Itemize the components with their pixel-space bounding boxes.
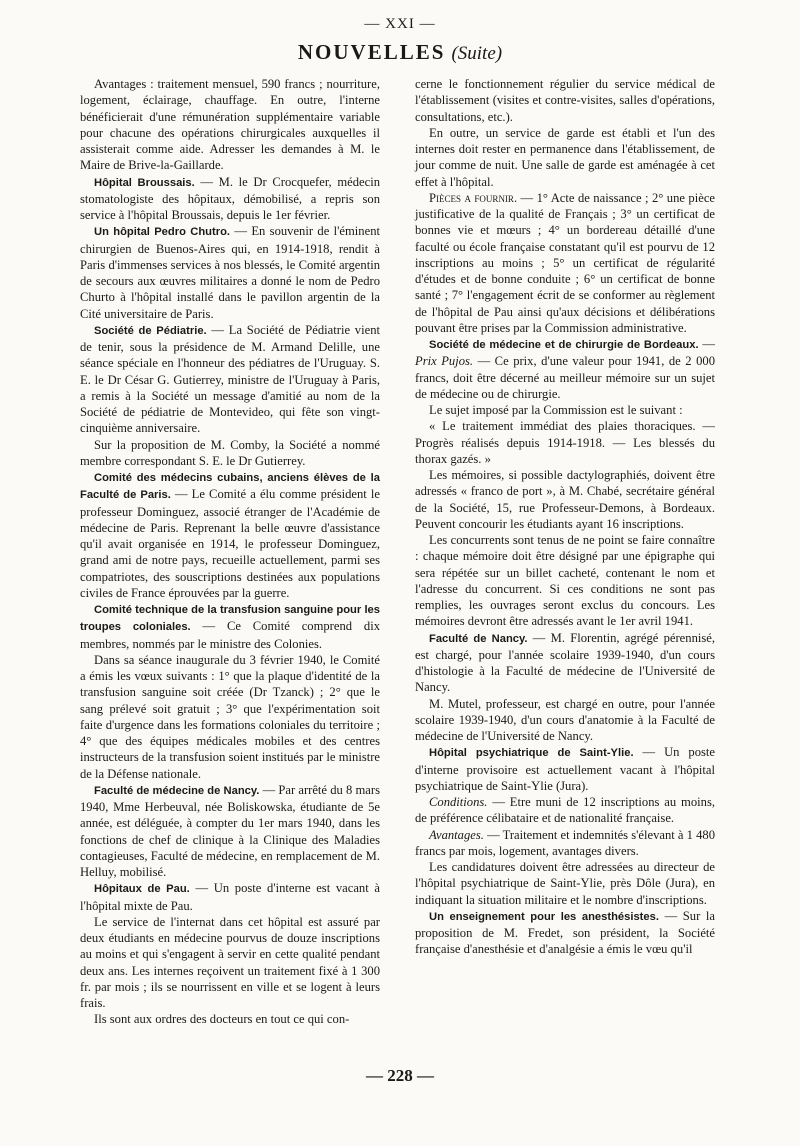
item-text: — Sur la proposition de M. Fredet, son président, la Société française d'anesthésie et d'analgésie a émis le vœu qu'il bbox=[415, 908, 715, 957]
item-heading: Faculté de médecine de Nancy. bbox=[94, 784, 260, 797]
item-heading: Société de Pédiatrie. bbox=[94, 324, 207, 337]
news-item bbox=[80, 322, 380, 437]
running-header-numeral: — XXI — bbox=[364, 16, 436, 32]
section-heading bbox=[0, 40, 800, 65]
item-heading: Hôpital psychiatrique de Saint-Ylie. bbox=[429, 747, 634, 760]
paragraph: Avantages : traitement mensuel, 590 francs ; nourriture, logement, éclairage, chauffage. En outre, l'interne bénéficierait d'une rémunération supplémentaire variable pour chacune des opérations chirurgicales auxquelles il assisterait comme aide. Adresser les demandes à M. le Maire de Brive-la-Gaillarde. bbox=[80, 77, 380, 173]
right-column bbox=[415, 76, 715, 958]
section-title: NOUVELLES bbox=[297, 40, 446, 64]
news-item bbox=[80, 880, 380, 914]
item-heading: Société de médecine et de chirurgie de Bordeaux. bbox=[429, 339, 699, 351]
paragraph: En outre, un service de garde est établi et l'un des internes doit rester en permanence dans l'établissement, de jour comme de nuit. Une salle de garde est aménagée à cet effet à l'hôpital. bbox=[415, 125, 715, 189]
news-item bbox=[80, 782, 380, 881]
paragraph: Les candidatures doivent être adressées au directeur de l'hôpital psychiatrique de Saint-Ylie, près Dôle (Jura), en indiquant la situation militaire et le nombre d'inscriptions. bbox=[415, 860, 715, 907]
news-item bbox=[415, 908, 715, 958]
item-heading: Comité technique de la transfusion sanguine pour les troupes coloniales. bbox=[80, 604, 380, 634]
news-item bbox=[415, 336, 715, 402]
item-text: — La Société de Pédiatrie vient de tenir, sous la présidence de M. Armand Delille, une séance spéciale en l'honneur des pédiatres de l'Uruguay. S. E. le Dr César G. Gutierrey, ministre de l'Uruguay à Paris, a remis à la Société un message d'amitié au nom de la Société de pédiatrie de Montevideo, qui fête son vingt-cinquième anniversaire. bbox=[80, 322, 380, 436]
news-item bbox=[80, 174, 380, 224]
news-item bbox=[80, 223, 380, 322]
item-text: — bbox=[698, 337, 715, 351]
item-text: — Par arrêté du 8 mars 1940, Mme Herbeuval, née Boliskowska, étudiante de 5e année, est déléguée, à compter du 1er mars 1940, dans les fonctions de chef de clinique à la Clinique des Maladies contagieuses, Faculté de médecine, en remplacement de M. Helluy, mobilisé. bbox=[80, 782, 380, 879]
quotation: « Le traitement immédiat des plaies thoraciques. — Progrès réalisés depuis 1914-1918. — Les blessés du thorax gazés. » bbox=[415, 419, 715, 466]
item-text: — Traitement et indemnités s'élevant à 1 480 francs par mois, logement, avantages divers. bbox=[415, 827, 715, 858]
paragraph: Sur la proposition de M. Comby, la Société a nommé membre correspondant S. E. le Dr Gutierrey. bbox=[80, 437, 380, 468]
item-heading: Un enseignement pour les anesthésistes. bbox=[429, 910, 659, 923]
item-heading: Conditions. bbox=[429, 795, 488, 809]
news-item bbox=[415, 794, 715, 827]
paragraph: Le sujet imposé par la Commission est le suivant : bbox=[429, 403, 683, 417]
paragraph: Dans sa séance inaugurale du 3 février 1940, le Comité a émis les vœux suivants : 1° que la plaque d'identité de la transfusion sanguine soit créée (Dr Tzanck) ; 2° que le sang prélevé soit gratuit ; 3° que l'expérimentation soit faite d'urgence dans les formations coloniales du territoire ; 4° que des équipes médicales mobiles et des centres instructeurs de la transfusion soient institués par le ministre de la Défense nationale. bbox=[80, 652, 380, 781]
news-item bbox=[80, 469, 380, 601]
news-item bbox=[415, 744, 715, 794]
item-heading: Comité des médecins cubains, anciens élèves de la Faculté de Paris. bbox=[80, 472, 380, 502]
item-text: — En souvenir de l'éminent chirurgien de Buenos-Aires qui, en 1914-1918, rendit à Paris d'immenses services à nos blessés, le Comité argentin de secours aux œuvres militaires a donné le nom de Pedro Churto à l'hôpital installé dans le pavillon argentin de la Cité universitaire de Paris. bbox=[80, 224, 380, 321]
paragraph: Le service de l'internat dans cet hôpital est assuré par deux étudiants en médecine pourvus de douze inscriptions au moins et qui s'engagent à servir en cette qualité pendant deux ans. Les internes reçoivent un traitement fixé à 1 300 fr. par mois ; ils se nourrissent en ville et se logent à leurs frais. bbox=[80, 914, 380, 1010]
news-item bbox=[415, 630, 715, 696]
item-heading: Hôpital Broussais. bbox=[94, 176, 195, 189]
item-heading: Avantages. bbox=[429, 827, 484, 842]
item-heading: Faculté de Nancy. bbox=[429, 632, 528, 645]
item-heading: Hôpitaux de Pau. bbox=[94, 883, 190, 896]
page-number: — 228 — bbox=[366, 1066, 434, 1085]
news-item bbox=[415, 190, 715, 336]
item-text: — Ce Comité comprend dix membres, nommés par le ministre des Colonies. bbox=[80, 619, 380, 651]
paragraph: Les mémoires, si possible dactylographiés, doivent être adressés « franco de port », à M. Chabé, secrétaire général de la Société, 15, rue Professeur-Demons, à Bordeaux. Peuvent concourir les étudiants ayant 16 inscriptions. bbox=[415, 468, 715, 531]
item-text: — Un poste d'interne provisoire est actuellement vacant à l'hôpital psychiatrique de Saint-Ylie (Jura). bbox=[415, 745, 716, 793]
paragraph: cerne le fonctionnement régulier du service médical de l'établissement (visites et contre-visites, salles d'opérations, consultations, etc.). bbox=[415, 77, 715, 124]
item-text: — Le Comité a élu comme président le professeur Dominguez, associé étranger de l'Académie de médecine de Paris. Reprenant la belle œuvre d'assistance qu'il avait organisée en 1914, le professeur Dominguez, grand ami de notre pays, recueille actuellement, parmi ses compatriotes, des souscriptions destinées aux populations civiles de France éprouvées par la guerre. bbox=[80, 487, 380, 600]
paragraph: Les concurrents sont tenus de ne point se faire connaître : chaque mémoire doit être désigné par une épigraphe qui sera répétée sur un billet cacheté, contenant le nom et l'adresse du concurrent. Si ces conditions ne sont pas remplies, les ouvrages seront exclus du concours. Les mémoires devront être adressés avant le 1er avril 1941. bbox=[415, 533, 715, 629]
news-item bbox=[80, 601, 380, 652]
item-heading: Un hôpital Pedro Chutro. bbox=[94, 226, 231, 239]
section-subtitle: (Suite) bbox=[451, 43, 503, 64]
item-text: — Etre muni de 12 inscriptions au moins, de préférence célibataire et de nationalité française. bbox=[415, 795, 715, 826]
item-text: — 1° Acte de naissance ; 2° une pièce justificative de la qualité de Français ; 3° un certificat de bonnes vie et mœurs ; 4° un bordereau détaillé d'une faculté ou école française constatant qu'il est pourvu de 12 inscriptions au moins ; 5° un certificat de régularité d'études et de bonne conduite ; 6° un certificat de bonne santé ; 7° l'engagement écrit de se conformer au règlement de l'hôpital de Pau ainsi qu'aux décisions et délibérations pouvant être prises par la Commission administrative. bbox=[415, 190, 715, 335]
prize-name: Prix Pujos. bbox=[415, 354, 474, 369]
paragraph: M. Mutel, professeur, est chargé en outre, pour l'année scolaire 1939-1940, d'un cours d'anatomie à la Faculté de médecine de l'Université de Nancy. bbox=[415, 696, 715, 743]
paragraph: Ils sont aux ordres des docteurs en tout ce qui con- bbox=[94, 1012, 350, 1027]
left-column bbox=[80, 76, 380, 1028]
news-item bbox=[415, 827, 715, 860]
item-text: — Un poste d'interne est vacant à l'hôpital mixte de Pau. bbox=[80, 881, 380, 913]
item-text: — M. Florentin, agrégé pérennisé, est chargé, pour l'année scolaire 1939-1940, d'un cours d'histologie à la Faculté de médecine de l'Université de Nancy. bbox=[415, 630, 716, 695]
item-text: — M. le Dr Crocquefer, médecin stomatologiste des hôpitaux, démobilisé, a repris son service à l'hôpital Broussais, depuis le 1er février. bbox=[80, 174, 380, 222]
item-text: — Ce prix, d'une valeur pour 1941, de 2 000 francs, doit être décerné au meilleur mémoire sur un sujet de médecine ou de chirurgie. bbox=[415, 354, 715, 401]
item-heading: Pièces a fournir. bbox=[429, 190, 518, 205]
